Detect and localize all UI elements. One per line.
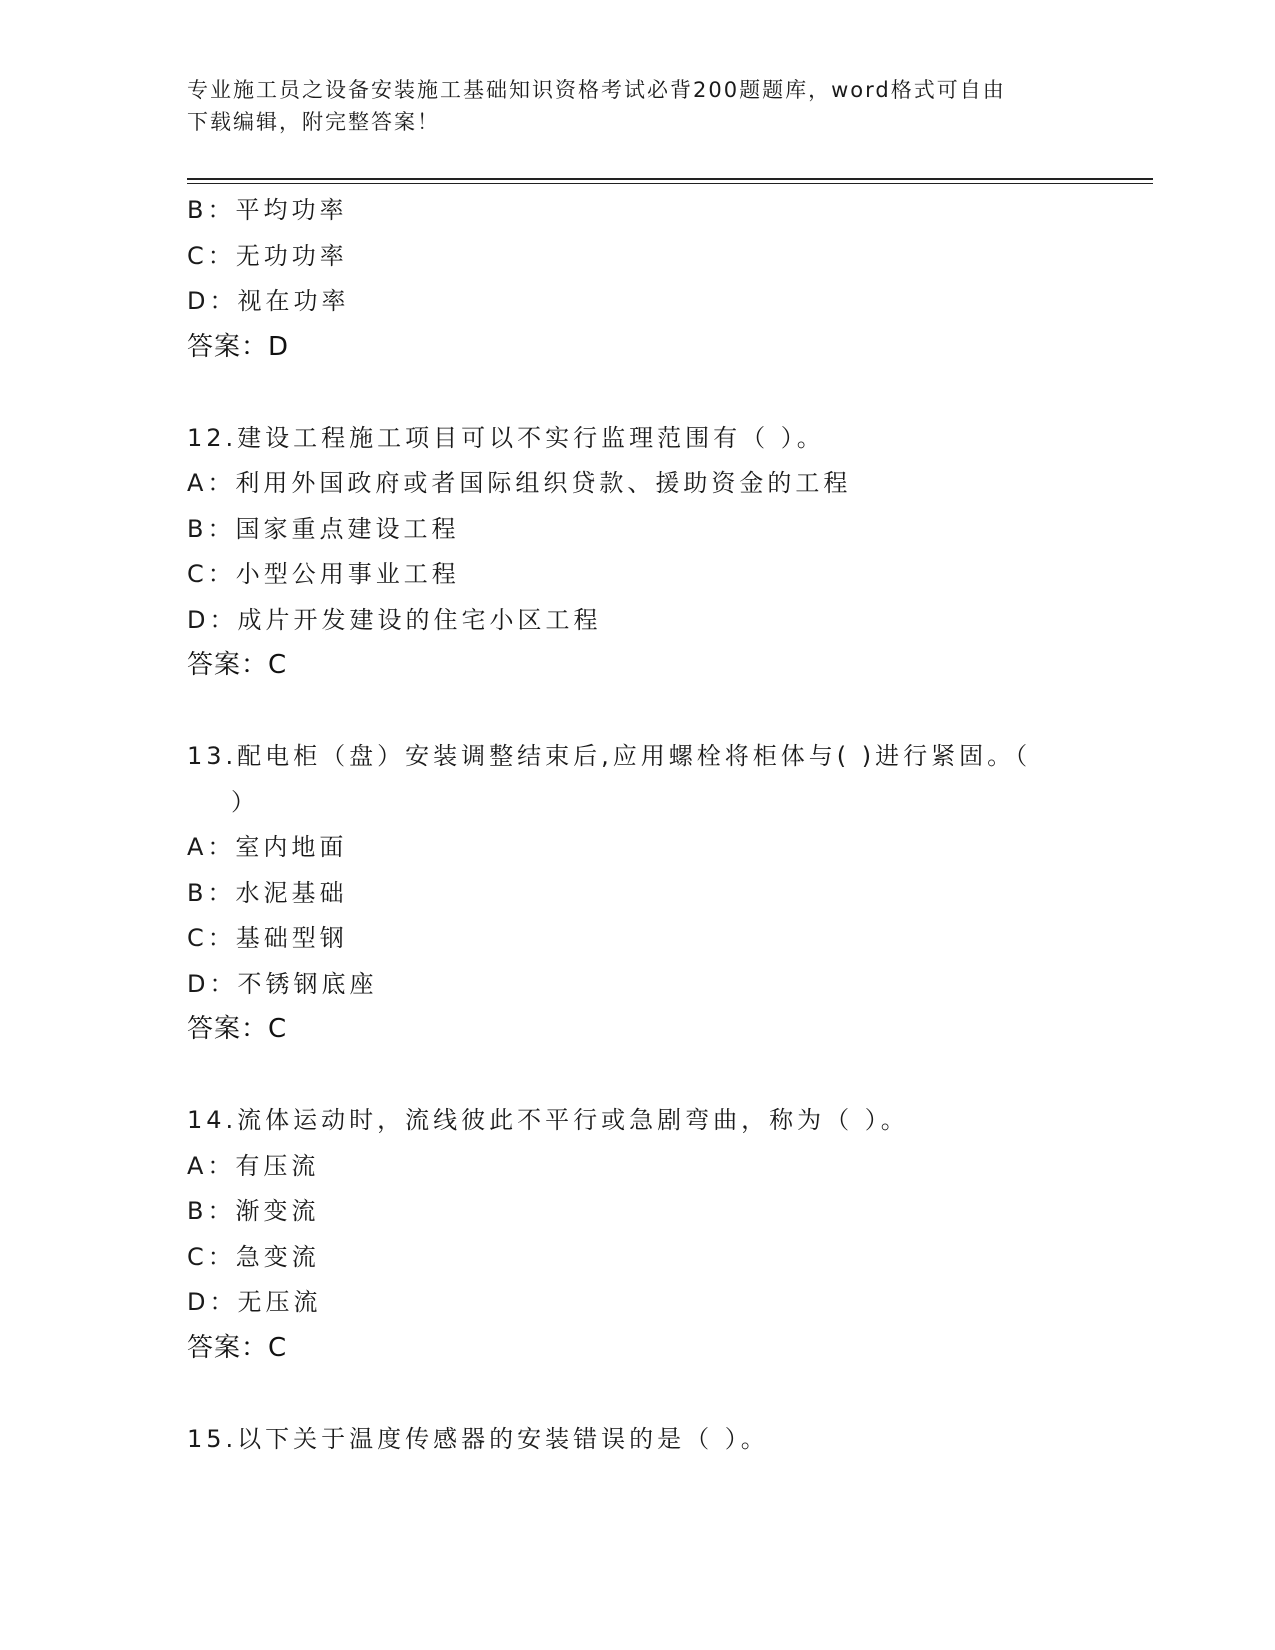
option-b: B：渐变流 (187, 1197, 320, 1225)
answer-line: 答案：C (187, 1014, 288, 1044)
header-divider-thin (187, 183, 1153, 184)
option-a: A：有压流 (187, 1151, 320, 1180)
option-c: C：急变流 (187, 1242, 320, 1271)
question-stem: 15.以下关于温度传感器的安装错误的是（ ）。 (187, 1424, 769, 1453)
header-title-line-1: 专业施工员之设备安装施工基础知识资格考试必背200题题库，word格式可自由 (187, 78, 1006, 102)
spacer (187, 1371, 1087, 1417)
spacer (187, 370, 1087, 416)
question-stem: 13.配电柜（盘）安装调整结束后,应用螺栓将柜体与( )进行紧固。（ (187, 742, 1032, 770)
option-d: D：视在功率 (187, 287, 350, 315)
question-stem: 12.建设工程施工项目可以不实行监理范围有（ ）。 (187, 423, 825, 452)
answer-line: 答案：C (187, 1332, 288, 1363)
option-a: A：利用外国政府或者国际组织贷款、援助资金的工程 (187, 469, 852, 497)
spacer (187, 1053, 1087, 1099)
option-d: D：不锈钢底座 (187, 969, 378, 998)
option-b: B：平均功率 (187, 196, 348, 224)
question-stem-continuation: ） (231, 787, 259, 816)
option-a: A：室内地面 (187, 833, 348, 861)
option-c: C：基础型钢 (187, 924, 348, 952)
document-header (187, 74, 1067, 138)
option-c: C：无功功率 (187, 241, 348, 270)
option-c: C：小型公用事业工程 (187, 560, 460, 588)
option-b: B：水泥基础 (187, 878, 348, 907)
question-stem: 14.流体运动时，流线彼此不平行或急剧弯曲，称为（ ）。 (187, 1106, 909, 1134)
option-d: D：无压流 (187, 1288, 322, 1316)
header-title-line-2: 下载编辑，附完整答案！ (187, 110, 440, 134)
header-divider-thick (187, 178, 1153, 180)
option-b: B：国家重点建设工程 (187, 514, 460, 543)
question-list (187, 188, 1087, 1462)
spacer (187, 689, 1087, 735)
answer-line: 答案：D (187, 331, 290, 362)
answer-line: 答案：C (187, 650, 288, 680)
option-d: D：成片开发建设的住宅小区工程 (187, 605, 602, 634)
